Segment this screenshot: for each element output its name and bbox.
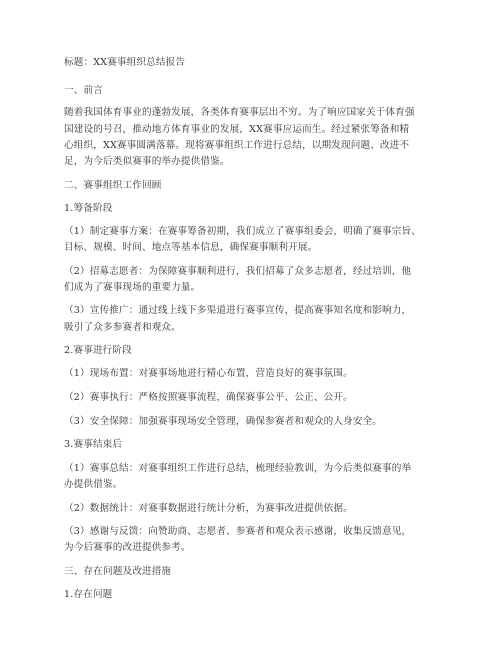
preface-paragraph-line: 国建设的号召，推动地方体育事业的发展，XX赛事应运而生。经过紧张筹备和精	[64, 124, 410, 135]
paragraph-line: （2）招募志愿者：为保障赛事顺利进行，我们招募了众多志愿者，经过培训，他	[64, 266, 412, 277]
paragraph-line: （1）现场布置：对赛事场地进行精心布置，营造良好的赛事氛围。	[64, 368, 353, 379]
paragraph-line: （2）数据统计：对赛事数据进行统计分析，为赛事改进提供依据。	[64, 503, 353, 514]
paragraph-line: （1）赛事总结：对赛事组织工作进行总结，梳理经验教训，为今后类似赛事的举	[64, 463, 412, 474]
paragraph-line: 目标、规模、时间、地点等基本信息，确保赛事顺利开展。	[64, 242, 318, 253]
paragraph-line: 吸引了众多参赛者和观众。	[64, 322, 181, 333]
section-heading-preface: 一、前言	[64, 85, 103, 96]
paragraph-line: （3）宣传推广：通过线上线下多渠道进行赛事宣传，提高赛事知名度和影响力，	[64, 305, 412, 316]
preface-paragraph-line: 随着我国体育事业的蓬勃发展，各类体育赛事层出不穷。为了响应国家关于体育强	[64, 107, 415, 118]
section-heading-review: 二、赛事组织工作回顾	[64, 180, 162, 191]
paragraph-line: 办提供借鉴。	[64, 479, 123, 490]
preface-paragraph-line: 心组织，XX赛事圆满落幕。现将赛事组织工作进行总结，以期发现问题、改进不	[64, 140, 410, 151]
paragraph-line: （1）制定赛事方案：在赛事筹备初期，我们成立了赛事组委会，明确了赛事宗旨、	[64, 226, 422, 237]
subsection-heading-after: 3.赛事结束后	[64, 439, 123, 450]
preface-paragraph-line: 足，为今后类似赛事的举办提供借鉴。	[64, 156, 230, 167]
paragraph-line: （3）安全保障：加强赛事现场安全管理，确保参赛者和观众的人身安全。	[64, 416, 383, 427]
paragraph-line: （2）赛事执行：严格按照赛事流程，确保赛事公平、公正、公开。	[64, 392, 353, 403]
section-heading-issues: 三、存在问题及改进措施	[64, 566, 172, 577]
paragraph-line: 为今后赛事的改进提供参考。	[64, 542, 191, 553]
paragraph-line: （3）感谢与反馈：向赞助商、志愿者、参赛者和观众表示感谢，收集反馈意见，	[64, 526, 412, 537]
subsection-heading-execution: 2.赛事进行阶段	[64, 345, 132, 356]
subsection-heading-preparation: 1.筹备阶段	[64, 203, 113, 214]
document-title: 标题：XX赛事组织总结报告	[64, 57, 186, 68]
paragraph-line: 们成为了赛事现场的重要力量。	[64, 282, 201, 293]
subsection-heading-issues: 1.存在问题	[64, 589, 113, 600]
